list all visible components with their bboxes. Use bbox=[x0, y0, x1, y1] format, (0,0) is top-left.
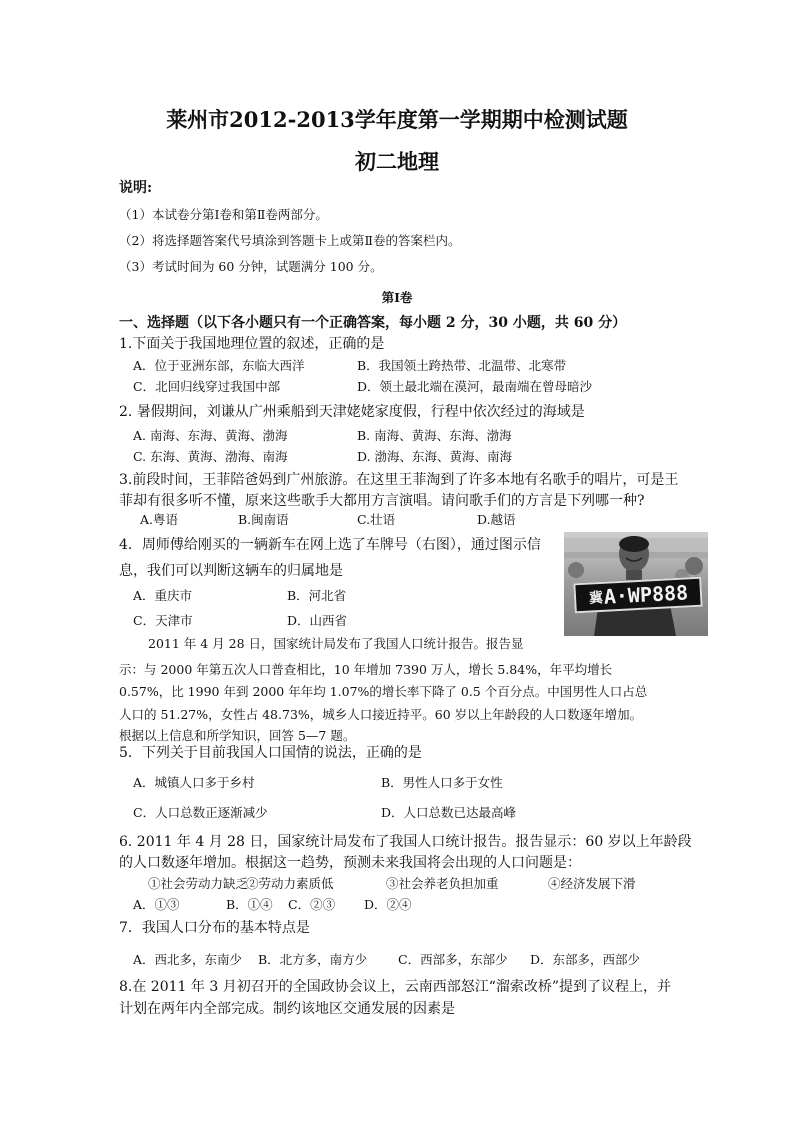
q2-option-d: D. 渤海、东海、黄海、南海 bbox=[357, 449, 513, 464]
q7-option-b: B．北方多，南方少 bbox=[258, 952, 368, 967]
q5-option-c: C．人口总数正逐渐减少 bbox=[133, 805, 268, 820]
q6-stem-line1: 6. 2011 年 4 月 28 日，国家统计局发布了我国人口统计报告。报告显示：60 岁以上年龄段 bbox=[119, 834, 692, 850]
q7-stem: 7．我国人口分布的基本特点是 bbox=[119, 920, 310, 936]
q5-option-a: A．城镇人口多于乡村 bbox=[133, 775, 255, 790]
q3-option-d: D.越语 bbox=[477, 512, 516, 527]
q6-choice-1: ①社会劳动力缺乏 bbox=[148, 876, 249, 891]
passage-line4: 人口的 51.27%，女性占 48.73%，城乡人口接近持平。60 岁以上年龄段的人口数逐年增加。 bbox=[119, 707, 643, 722]
q4-option-c: C．天津市 bbox=[133, 613, 193, 628]
q6-option-c: C．②③ bbox=[288, 897, 336, 912]
q8-stem-line1: 8.在 2011 年 3 月初召开的全国政协会议上，云南西部怒江“溜索改桥”提到了议程上，并 bbox=[119, 979, 672, 995]
q1-option-a: A．位于亚洲东部，东临大西洋 bbox=[133, 358, 305, 373]
passage-line2: 示：与 2000 年第五次人口普查相比，10 年增加 7390 万人，增长 5.84%，年平均增长 bbox=[119, 662, 613, 677]
exam-subtitle: 初二地理 bbox=[355, 149, 439, 174]
q6-choice-4: ④经济发展下滑 bbox=[548, 876, 636, 891]
q6-option-d: D．②④ bbox=[364, 897, 412, 912]
q2-option-c: C. 东海、黄海、渤海、南海 bbox=[133, 449, 288, 464]
q4-stem-line2: 息，我们可以判断这辆车的归属地是 bbox=[119, 563, 343, 579]
exam-title: 莱州市2012-2013学年度第一学期期中检测试题 bbox=[166, 107, 628, 132]
q3-stem-line2: 菲却有很多听不懂，原来这些歌手大都用方言演唱。请问歌手们的方言是下列哪一种? bbox=[119, 493, 645, 509]
q4-stem-line1: 4．周师傅给刚买的一辆新车在网上选了车牌号（右图），通过图示信 bbox=[119, 537, 541, 553]
volume-heading: 第Ⅰ卷 bbox=[381, 290, 413, 305]
passage-line5: 根据以上信息和所学知识，回答 5—7 题。 bbox=[119, 728, 356, 743]
license-plate-photo bbox=[564, 532, 708, 636]
q4-option-d: D．山西省 bbox=[287, 613, 348, 628]
q3-option-a: A.粤语 bbox=[140, 512, 179, 527]
passage-line1: 2011 年 4 月 28 日，国家统计局发布了我国人口统计报告。报告显 bbox=[148, 636, 524, 651]
plate-number: A·WP888 bbox=[603, 580, 689, 609]
q3-stem-line1: 3.前段时间，王菲陪爸妈到广州旅游。在这里王菲淘到了许多本地有名歌手的唱片，可是王 bbox=[119, 472, 679, 488]
instruction-item-1: （1）本试卷分第Ⅰ卷和第Ⅱ卷两部分。 bbox=[119, 207, 328, 222]
q6-choice-2: ②劳动力素质低 bbox=[246, 876, 334, 891]
q1-option-c: C．北回归线穿过我国中部 bbox=[133, 379, 281, 394]
q2-option-a: A. 南海、东海、黄海、渤海 bbox=[133, 428, 288, 443]
q3-option-c: C.壮语 bbox=[357, 512, 396, 527]
section-heading: 一、选择题（以下各小题只有一个正确答案，每小题 2 分，30 小题，共 60 分） bbox=[119, 315, 627, 331]
q6-choice-3: ③社会养老负担加重 bbox=[386, 876, 499, 891]
q7-option-c: C．西部多，东部少 bbox=[398, 952, 508, 967]
q1-option-d: D．领土最北端在漠河，最南端在曾母暗沙 bbox=[357, 379, 593, 394]
q2-option-b: B. 南海、黄海、东海、渤海 bbox=[357, 428, 512, 443]
q6-stem-line2: 的人口数逐年增加。根据这一趋势，预测未来我国将会出现的人口问题是： bbox=[119, 855, 581, 871]
q7-option-a: A．西北多，东南少 bbox=[133, 952, 243, 967]
q6-option-b: B．①④ bbox=[226, 897, 273, 912]
instruction-item-3: （3）考试时间为 60 分钟，试题满分 100 分。 bbox=[119, 259, 383, 274]
q3-option-b: B.闽南语 bbox=[238, 512, 289, 527]
instructions-label: 说明: bbox=[119, 180, 153, 196]
plate-province: 冀 bbox=[586, 589, 604, 605]
instruction-item-2: （2）将选择题答案代号填涂到答题卡上或第Ⅱ卷的答案栏内。 bbox=[119, 233, 461, 248]
q5-option-d: D．人口总数已达最高峰 bbox=[381, 805, 517, 820]
q1-stem: 1.下面关于我国地理位置的叙述，正确的是 bbox=[119, 336, 385, 352]
q6-option-a: A．①③ bbox=[133, 897, 180, 912]
q4-option-a: A．重庆市 bbox=[133, 588, 193, 603]
q2-stem: 2. 暑假期间，刘谦从广州乘船到天津姥姥家度假，行程中依次经过的海域是 bbox=[119, 404, 585, 420]
q5-option-b: B．男性人口多于女性 bbox=[381, 775, 503, 790]
q7-option-d: D．东部多，西部少 bbox=[530, 952, 641, 967]
q1-option-b: B．我国领土跨热带、北温带、北寒带 bbox=[357, 358, 567, 373]
q4-option-b: B．河北省 bbox=[287, 588, 347, 603]
q8-stem-line2: 计划在两年内全部完成。制约该地区交通发展的因素是 bbox=[119, 1001, 455, 1017]
passage-line3: 0.57%，比 1990 年到 2000 年年均 1.07%的增长率下降了 0.5 个百分点。中国男性人口占总 bbox=[119, 684, 648, 699]
q5-stem: 5．下列关于目前我国人口国情的说法，正确的是 bbox=[119, 745, 422, 761]
